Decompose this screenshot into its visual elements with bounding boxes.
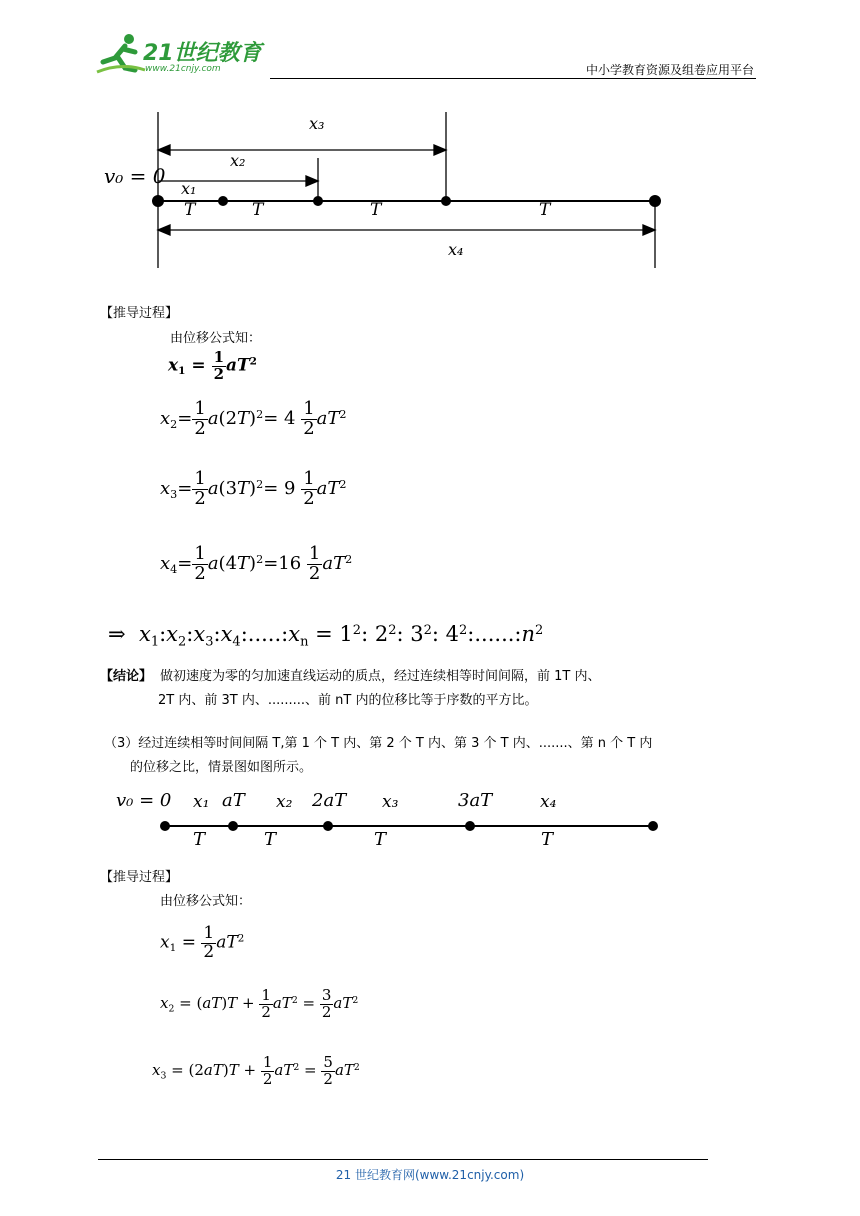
ratio-equation: ⇒ $x_1:x_2:x_3:x_4:.....:x_n = 1^2$: $2^2$: $3^2$: $4^2:......:n^2$ [108,622,544,650]
d1-T3: T [370,200,382,220]
logo-title: 21世纪教育 [143,41,262,66]
s2-eq2: $x_2 = (aT)T$ + $\frac{1}{2}$ $aT^2$ = $\frac{3}{2}$ $aT^2$ [160,986,359,1021]
d1-x4: x₄ [448,240,464,259]
runner-logo-icon [95,32,147,76]
s2-eq1: $x_1$ = $\frac{1}{2}$ $aT^2$ [160,923,245,962]
point-0 [152,195,164,207]
conclusion-line2: 2T 内、前 3T 内、.........、前 nT 内的位移比等于序数的平方比。 [158,693,538,708]
d2-T1: T [193,829,206,850]
point-3 [441,196,451,206]
d2-x2: x₂ [276,792,293,812]
d1-x2: x₂ [230,151,246,170]
d2-T2: T [264,829,277,850]
d2-3aT: 3aT [458,790,493,811]
d1-T4: T [539,200,551,220]
platform-name: 中小学教育资源及组卷应用平台 [585,63,754,77]
d1-x1: x₁ [181,179,197,198]
site-logo [95,32,265,78]
d2-T3: T [374,829,387,850]
s2-eq3: $x_3 = (2aT)T$ + $\frac{1}{2}$ $aT^2$ = $\frac{5}{2}$ $aT^2$ [152,1053,360,1088]
d1-x3: x₃ [309,114,325,133]
logo-url: www.21cnjy.com [145,64,221,74]
point-2 [313,196,323,206]
d2-point-1 [228,821,238,831]
d2-point-0 [160,821,170,831]
d2-point-4 [648,821,658,831]
d2-x4: x₄ [540,792,557,812]
footer-rule [98,1159,708,1160]
conclusion-line1: 做初速度为零的匀加速直线运动的质点，经过连续相等时间间隔，前 1T 内、 [160,669,601,684]
section1-intro: 由位移公式知： [170,331,262,346]
s1-eq4: $x_4=$ $\frac{1}{2}$ $a(4T)^2=16$ $\frac{1}{2}$ $aT^2$ [160,543,353,584]
d2-2aT: 2aT [312,790,347,811]
s1-eq1: $x_1$ = $\frac{1}{2}$ $aT^2$ [168,348,257,383]
footer-text: 21 世纪教育网(www.21cnjy.com) [335,1168,525,1182]
d2-x3: x₃ [382,792,399,812]
d1-T1: T [184,200,196,220]
d1-T2: T [252,200,264,220]
d2-point-2 [323,821,333,831]
d2-point-3 [465,821,475,831]
s1-eq2: $x_2=$ $\frac{1}{2}$ $a(2T)^2= 4$ $\frac{1}{2}$ $aT^2$ [160,398,347,439]
d1-v0: v₀ = 0 [104,164,166,188]
header-rule [270,78,756,79]
part3-line1: （3）经过连续相等时间间隔 T,第 1 个 T 内、第 2 个 T 内、第 3 个 T 内、.......、第 n 个 T 内 [104,736,653,751]
section2-heading: 【推导过程】 [100,870,179,885]
part3-line2: 的位移之比，情景图如图所示。 [130,760,313,775]
section2-intro: 由位移公式知： [160,894,252,909]
section1-heading: 【推导过程】 [100,306,179,321]
d2-v0: v₀ = 0 [116,790,172,811]
diagram-2 [150,815,670,839]
s1-eq3: $x_3=$ $\frac{1}{2}$ $a(3T)^2= 9$ $\frac{1}{2}$ $aT^2$ [160,468,347,509]
d2-x1: x₁ [193,792,210,812]
conclusion-label: 【结论】 [100,669,153,684]
d2-T4: T [541,829,554,850]
point-4 [649,195,661,207]
d2-aT: aT [222,790,245,811]
point-1 [218,196,228,206]
